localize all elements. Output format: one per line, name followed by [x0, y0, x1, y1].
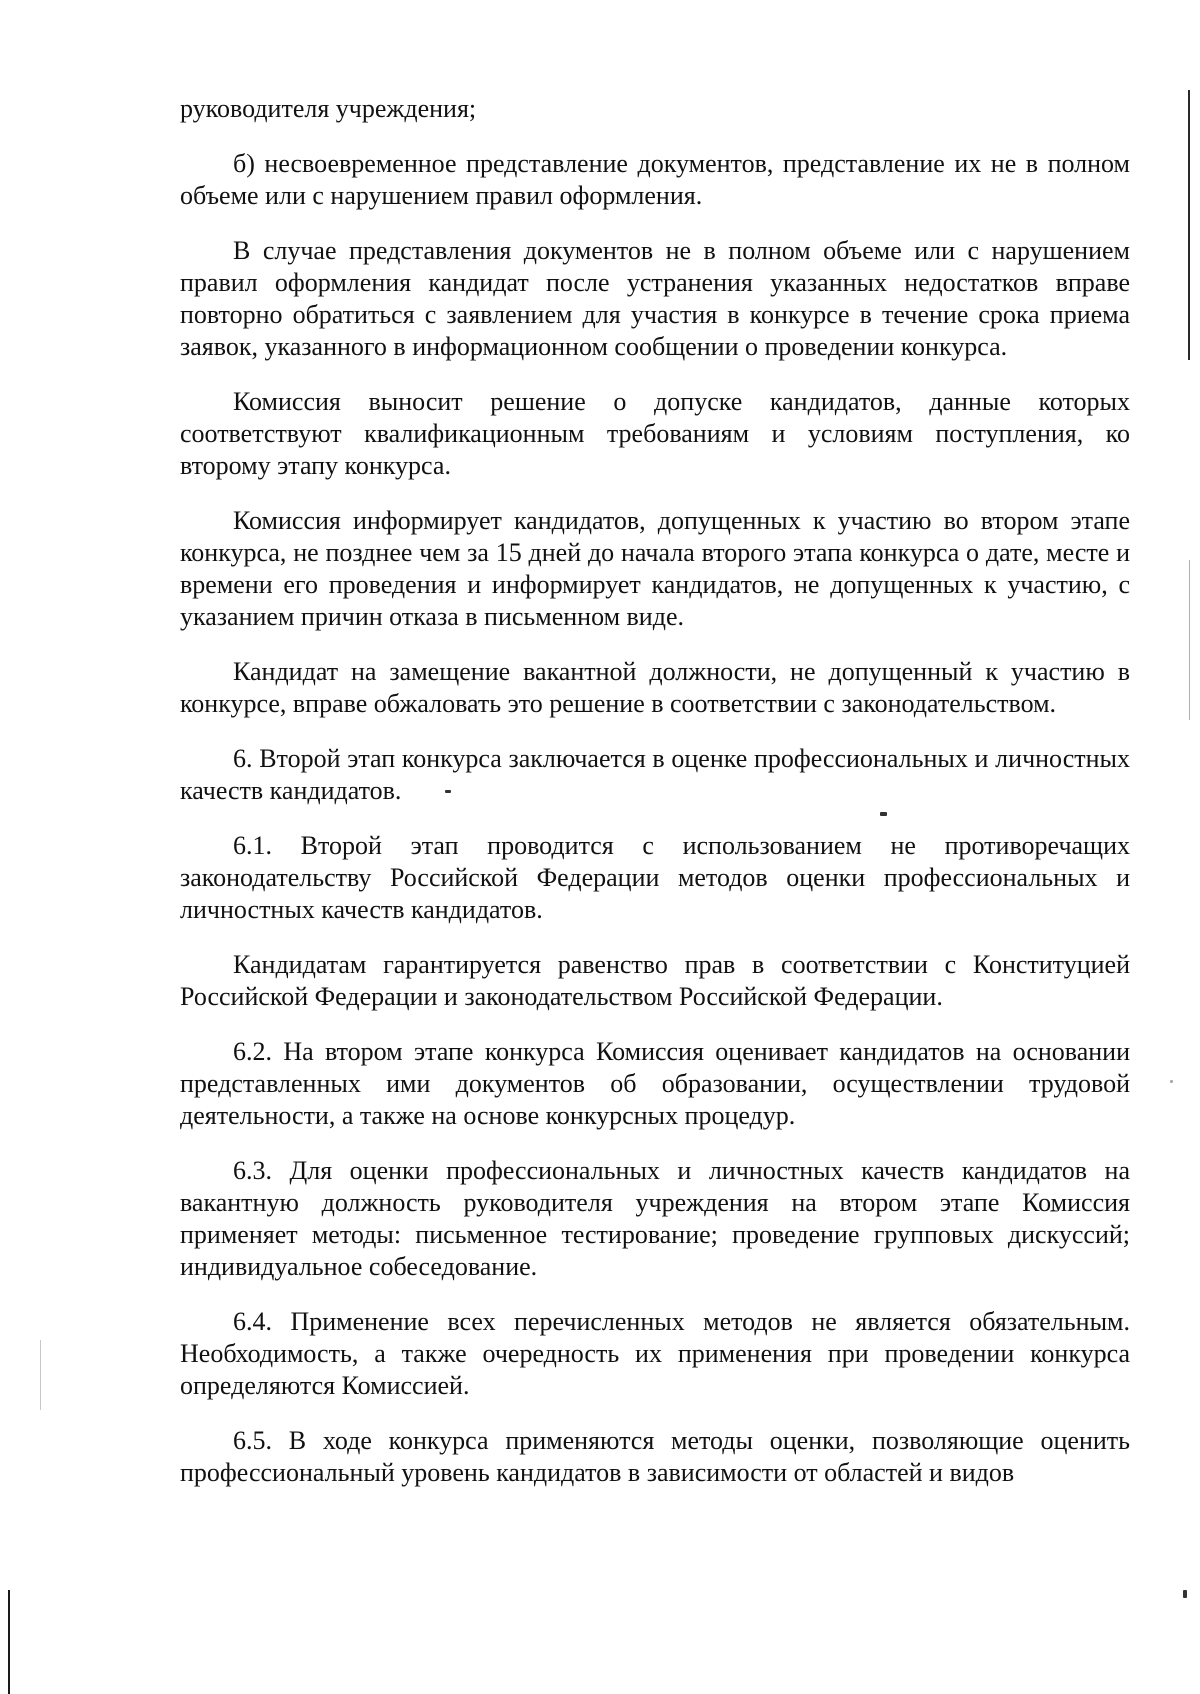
paragraph-section-6: 6. Второй этап конкурса заключается в оценке профессиональных и личностных качеств кандидатов.	[180, 744, 1130, 805]
paragraph-continuation: руководителя учреждения;	[180, 94, 477, 123]
scan-edge-left-faint	[40, 1340, 41, 1410]
paragraph-appeal: Кандидат на замещение вакантной должности, не допущенный к участию в конкурсе, вправе обжаловать это решение в соответствии с законодательством.	[180, 657, 1130, 718]
paragraph-admission-decision: Комиссия выносит решение о допуске кандидатов, данные которых соответствуют квалификационным требованиям и условиям поступления, ко второму этапу конкурса.	[180, 387, 1130, 480]
scan-speck	[1170, 1080, 1173, 1083]
paragraph-equal-rights: Кандидатам гарантируется равенство прав в соответствии с Конституцией Российской Федерации и законодательством Российской Федерации.	[180, 950, 1130, 1011]
scan-edge-right-faint	[1189, 560, 1190, 720]
paragraph-section-6-1: 6.1. Второй этап проводится с использованием не противоречащих законодательству Российской Федерации методов оценки профессиональных и личностных качеств кандидатов.	[180, 831, 1130, 924]
paragraph-item-b: б) несвоевременное представление документов, представление их не в полном объеме или с нарушением правил оформления.	[180, 149, 1130, 210]
paragraph-section-6-2: 6.2. На втором этапе конкурса Комиссия оценивает кандидатов на основании представленных ими документов об образовании, осуществлении трудовой деятельности, а также на основе конкурсных процедур.	[180, 1037, 1130, 1130]
paragraph-resubmission: В случае представления документов не в полном объеме или с нарушением правил оформления кандидат после устранения указанных недостатков вправе повторно обратиться с заявлением для участия в конкурсе в течение срока приема заявок, указанного в информационном сообщении о проведении конкурса.	[180, 236, 1130, 361]
paragraph-notification: Комиссия информирует кандидатов, допущенных к участию во втором этапе конкурса, не позднее чем за 15 дней до начала второго этапа конкурса о дате, месте и времени его проведения и информирует кандидатов, не допущенных к участию, с указанием причин отказа в письменном виде.	[180, 506, 1130, 631]
paragraph-section-6-3: 6.3. Для оценки профессиональных и личностных качеств кандидатов на вакантную должность руководителя учреждения на втором этапе Комиссия применяет методы: письменное тестирование; проведение групповых дискуссий; индивидуальное собеседование.	[180, 1156, 1130, 1281]
scan-edge-right	[1188, 90, 1190, 360]
scan-speck	[1183, 1590, 1187, 1598]
paragraph-section-6-4: 6.4. Применение всех перечисленных методов не является обязательным. Необходимость, а также очередность их применения при проведении конкурса определяются Комиссией.	[180, 1307, 1130, 1400]
scan-edge-left	[8, 1590, 10, 1694]
paragraph-section-6-5: 6.5. В ходе конкурса применяются методы оценки, позволяющие оценить профессиональный уровень кандидатов в зависимости от областей и видов	[180, 1426, 1130, 1487]
document-body	[180, 93, 1130, 1512]
